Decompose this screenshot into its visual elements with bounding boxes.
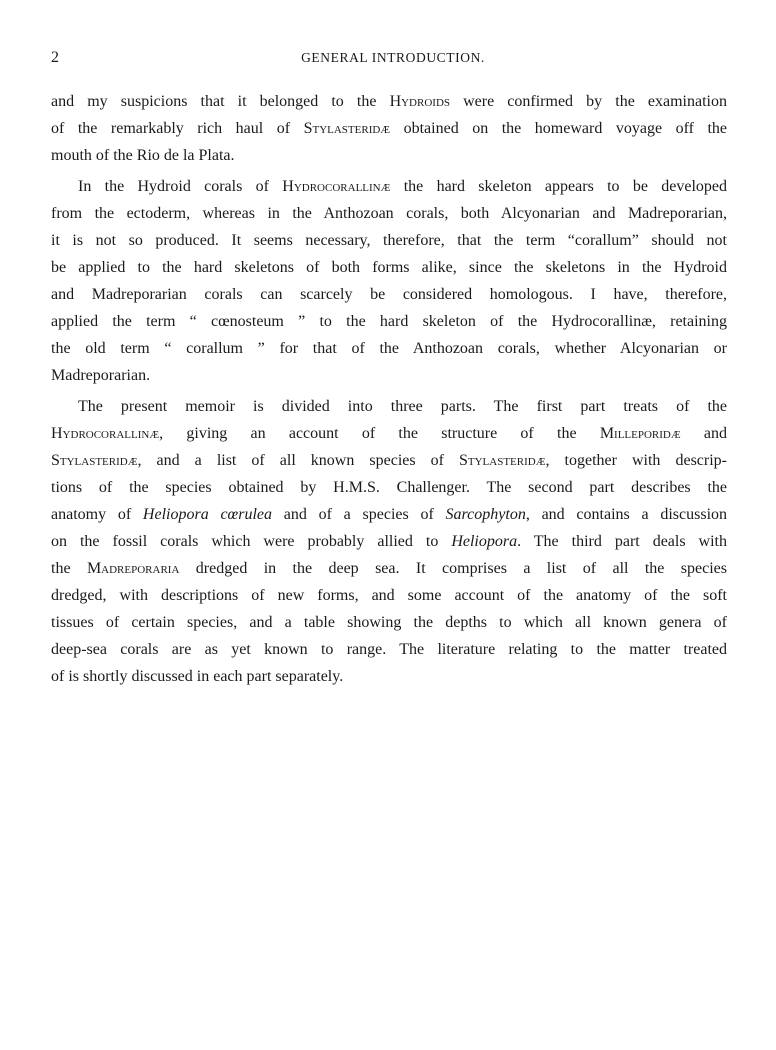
text-line xyxy=(51,582,727,609)
text-run: of is shortly discussed in each part separately. xyxy=(51,668,344,685)
text-run: , giving an account of the structure of the xyxy=(159,425,600,442)
text-run: . The third part deals with xyxy=(517,533,728,550)
small-caps-term: Milleporidæ xyxy=(599,425,681,442)
body-text xyxy=(51,88,727,690)
text-run: the old term “ corallum ” for that of the Anthozoan corals, whether Alcyonarian or xyxy=(51,340,727,357)
paragraph xyxy=(51,173,727,389)
italic-term: Heliopora xyxy=(451,533,518,550)
text-run: applied the term “ cœnosteum ” to the hard skeleton of the Hydrocorallinæ, retaining xyxy=(51,313,727,330)
text-line xyxy=(51,663,727,690)
text-line xyxy=(51,173,727,200)
text-line xyxy=(51,555,727,582)
text-line xyxy=(51,115,727,142)
paragraph xyxy=(51,88,727,169)
text-run: , together with descrip- xyxy=(545,452,727,469)
text-run: anatomy of xyxy=(51,506,143,523)
text-line xyxy=(51,308,727,335)
small-caps-term: Hydrocorallinæ xyxy=(282,178,391,195)
text-run: the xyxy=(51,560,87,577)
text-line xyxy=(51,281,727,308)
text-line xyxy=(51,227,727,254)
text-run: The present memoir is divided into three parts. The first part treats of the xyxy=(78,398,727,415)
text-run: dredged, with descriptions of new forms, and some account of the anatomy of the soft xyxy=(51,587,727,604)
text-run: tissues of certain species, and a table showing the depths to which all known genera of xyxy=(51,614,727,631)
text-line xyxy=(51,200,727,227)
text-line xyxy=(51,393,727,420)
text-line xyxy=(51,447,727,474)
text-run: the hard skeleton appears to be developed xyxy=(390,178,728,195)
running-title: GENERAL INTRODUCTION. xyxy=(301,50,485,65)
text-run: and xyxy=(680,425,728,442)
italic-term: Sarcophyton xyxy=(445,506,526,523)
small-caps-term: Stylasteridæ xyxy=(303,120,391,137)
small-caps-term: Madreporaria xyxy=(86,560,180,577)
text-line xyxy=(51,501,727,528)
text-line xyxy=(51,528,727,555)
text-run: tions of the species obtained by H.M.S. Challenger. The second part describes the xyxy=(51,479,727,496)
text-line xyxy=(51,142,727,169)
small-caps-term: Stylasteridæ xyxy=(51,452,138,469)
page-number: 2 xyxy=(51,49,59,66)
text-run: of the remarkably rich haul of xyxy=(51,120,304,137)
text-line xyxy=(51,88,727,115)
text-line xyxy=(51,335,727,362)
text-run: and of a species of xyxy=(272,506,446,523)
text-run: were confirmed by the examination xyxy=(450,93,727,110)
text-line xyxy=(51,420,727,447)
text-run: on the fossil corals which were probably allied to xyxy=(51,533,452,550)
text-run: , and contains a discussion xyxy=(525,506,728,523)
small-caps-term: Stylasteridæ xyxy=(458,452,546,469)
paragraph xyxy=(51,393,727,690)
text-run: from the ectoderm, whereas in the Anthozoan corals, both Alcyonarian and Madreporarian, xyxy=(51,205,727,222)
text-run: and Madreporarian corals can scarcely be considered homologous. I have, therefore, xyxy=(51,286,727,303)
text-line xyxy=(51,362,727,389)
text-run: obtained on the homeward voyage off the xyxy=(390,120,727,137)
text-run: and my suspicions that it belonged to the xyxy=(51,93,390,110)
small-caps-term: Hydrocorallinæ xyxy=(51,425,160,442)
text-run: In the Hydroid corals of xyxy=(78,178,283,195)
text-line xyxy=(51,254,727,281)
text-run: dredged in the deep sea. It comprises a list of all the species xyxy=(179,560,727,577)
text-line xyxy=(51,474,727,501)
text-run: , and a list of all known species of xyxy=(137,452,459,469)
text-line xyxy=(51,636,727,663)
italic-term: Heliopora cœrulea xyxy=(142,506,272,523)
text-run: be applied to the hard skeletons of both forms alike, since the skeletons in the Hydroid xyxy=(51,259,727,276)
text-run: mouth of the Rio de la Plata. xyxy=(51,147,235,164)
text-run: deep-sea corals are as yet known to range. The literature relating to the matter treated xyxy=(51,641,727,658)
text-run: Madreporarian. xyxy=(51,367,151,384)
text-run: it is not so produced. It seems necessary, therefore, that the term “corallum” should not xyxy=(51,232,727,249)
small-caps-term: Hydroids xyxy=(389,93,451,110)
text-line xyxy=(51,609,727,636)
